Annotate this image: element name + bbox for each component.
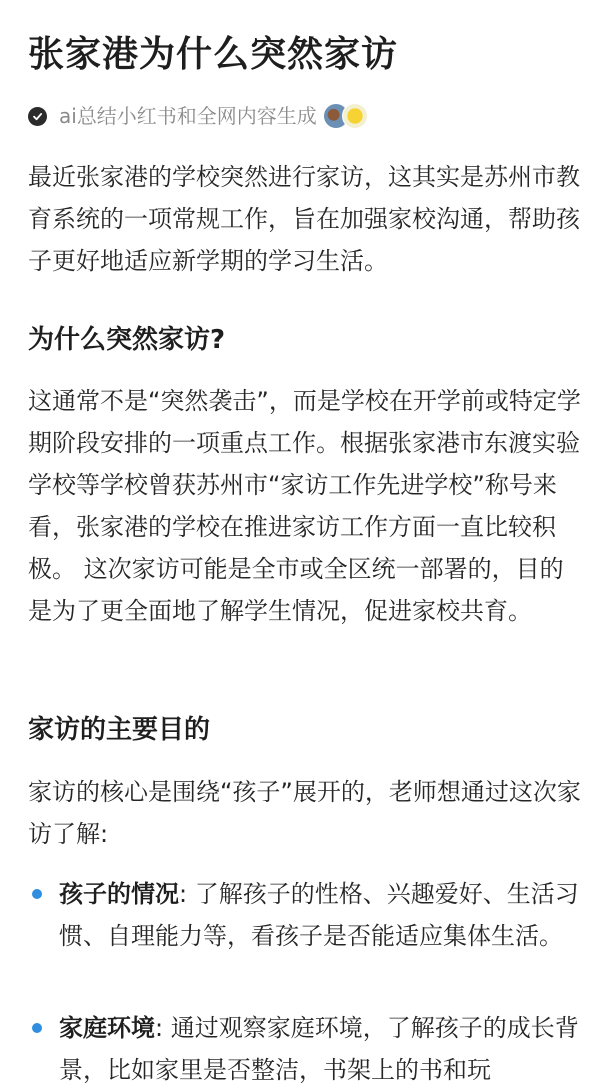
source-label: ai总结小红书和全网内容生成 [59,104,317,128]
section-heading: 家访的主要目的 [28,715,211,745]
list-item-term: 家庭环境 [59,1014,155,1042]
avatar [342,103,368,129]
list-item-separator: : [179,880,188,908]
section-paragraph: 家访的核心是围绕“孩子”展开的，老师想通过这次家访了解: [28,778,581,848]
article-title: 张家港为什么突然家访 [28,34,399,75]
list-item [28,1007,584,1091]
avatar-group[interactable] [323,103,368,129]
list-item [28,873,584,957]
intro-paragraph: 最近张家港的学校突然进行家访，这其实是苏州市教育系统的一项常规工作，旨在加强家校沟通，帮助孩子更好地适应新学期的学习生活。 [28,163,580,275]
list-item-term: 孩子的情况 [59,880,179,908]
check-circle-icon [28,107,47,126]
source-attribution[interactable] [28,100,368,132]
section-heading: 为什么突然家访? [28,325,226,355]
bullet-dot [32,1023,42,1033]
list-item-text: 了解孩子的性格、兴趣爱好、生活习惯、自理能力等，看孩子是否能适应集体生活。 [59,880,579,950]
section-paragraph: 这通常不是“突然袭击”，而是学校在开学前或特定学期阶段安排的一项重点工作。根据张家港市东渡实验学校等学校曾获苏州市“家访工作先进学校”称号来看，张家港的学校在推进家访工作方面一直比较积极。 这次家访可能是全市或全区统一部署的，目的是为了更全面地了解学生情况，促进家校共育。 [28,387,581,625]
bullet-dot [32,889,42,899]
list-item-separator: : [155,1014,164,1042]
list-item-text: 通过观察家庭环境，了解孩子的成长背景，比如家里是否整洁，书架上的书和玩 [59,1014,579,1084]
